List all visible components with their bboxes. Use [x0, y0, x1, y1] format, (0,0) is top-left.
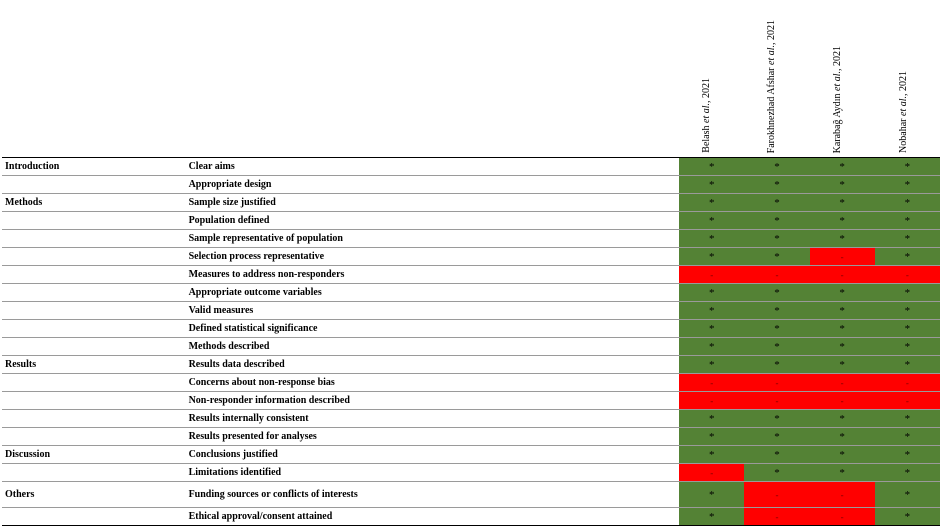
section-label: [2, 284, 184, 302]
rating-cell: -: [744, 392, 809, 410]
study-author: Belash: [701, 125, 712, 153]
rating-cell: -: [679, 464, 744, 482]
appraisal-table: [2, 157, 940, 526]
study-year: , 2021: [701, 78, 712, 104]
rating-cell: -: [744, 374, 809, 392]
rating-cell: *: [744, 338, 809, 356]
criterion-label: Results presented for analyses: [184, 428, 680, 446]
table-row: [2, 508, 940, 526]
rating-cell: *: [875, 464, 940, 482]
rating-cell: *: [679, 410, 744, 428]
rating-cell: *: [679, 194, 744, 212]
study-column-header: [764, 3, 784, 153]
table-row: [2, 338, 940, 356]
study-year: , 2021: [832, 45, 843, 71]
rating-cell: *: [810, 428, 875, 446]
rating-cell: *: [810, 320, 875, 338]
rating-cell: *: [810, 446, 875, 464]
criterion-label: Appropriate design: [184, 176, 680, 194]
table-row: [2, 392, 940, 410]
study-author: Karabağ Aydın: [832, 93, 843, 153]
rating-cell: *: [744, 464, 809, 482]
criterion-label: Ethical approval/consent attained: [184, 508, 680, 526]
rating-cell: *: [679, 284, 744, 302]
section-label: [2, 508, 184, 526]
table-row: [2, 248, 940, 266]
criterion-label: Defined statistical significance: [184, 320, 680, 338]
criterion-label: Results internally consistent: [184, 410, 680, 428]
criterion-label: Methods described: [184, 338, 680, 356]
section-label: [2, 248, 184, 266]
section-label: [2, 392, 184, 410]
rating-cell: *: [744, 230, 809, 248]
rating-cell: *: [744, 428, 809, 446]
rating-cell: *: [744, 446, 809, 464]
study-author: Farokhnezhad Afshar: [766, 67, 777, 153]
rating-cell: *: [810, 338, 875, 356]
section-label: Methods: [2, 194, 184, 212]
study-author: Nobahar: [898, 118, 909, 153]
rating-cell: *: [679, 446, 744, 464]
study-year: , 2021: [898, 71, 909, 97]
rating-cell: *: [875, 338, 940, 356]
section-label: [2, 428, 184, 446]
section-label: Discussion: [2, 446, 184, 464]
section-label: Results: [2, 356, 184, 374]
rating-cell: *: [875, 176, 940, 194]
criterion-label: Concerns about non-response bias: [184, 374, 680, 392]
table-row: [2, 230, 940, 248]
rating-cell: -: [875, 266, 940, 284]
rating-cell: *: [679, 230, 744, 248]
section-label: [2, 338, 184, 356]
table-row: [2, 410, 940, 428]
rating-cell: *: [679, 338, 744, 356]
rating-cell: *: [810, 284, 875, 302]
rating-cell: -: [810, 482, 875, 508]
rating-cell: -: [744, 508, 809, 526]
rating-cell: -: [810, 374, 875, 392]
rating-cell: *: [810, 212, 875, 230]
table-row: [2, 266, 940, 284]
study-column-header: [830, 3, 850, 153]
rating-cell: *: [744, 302, 809, 320]
rating-cell: *: [810, 158, 875, 176]
rating-cell: *: [744, 158, 809, 176]
criterion-label: Funding sources or conflicts of interests: [184, 482, 680, 508]
rating-cell: *: [679, 482, 744, 508]
study-etal: et al.: [701, 103, 712, 124]
section-label: [2, 464, 184, 482]
criterion-label: Sample representative of population: [184, 230, 680, 248]
criterion-label: Limitations identified: [184, 464, 680, 482]
section-label: [2, 302, 184, 320]
rating-cell: -: [875, 374, 940, 392]
rating-cell: *: [744, 284, 809, 302]
rating-cell: *: [744, 194, 809, 212]
rating-cell: *: [810, 302, 875, 320]
section-label: Introduction: [2, 158, 184, 176]
table-row: [2, 302, 940, 320]
study-etal: et al.: [832, 70, 843, 91]
rating-cell: *: [810, 176, 875, 194]
study-column-header: [699, 3, 719, 153]
section-label: [2, 230, 184, 248]
rating-cell: -: [875, 392, 940, 410]
table-row: [2, 446, 940, 464]
rating-cell: *: [679, 212, 744, 230]
criterion-label: Results data described: [184, 356, 680, 374]
rating-cell: *: [744, 410, 809, 428]
study-etal: et al.: [898, 96, 909, 117]
rating-cell: *: [875, 194, 940, 212]
rating-cell: -: [810, 392, 875, 410]
rating-cell: *: [679, 508, 744, 526]
rating-cell: *: [744, 176, 809, 194]
rating-cell: *: [744, 356, 809, 374]
rating-cell: *: [679, 428, 744, 446]
table-row: [2, 374, 940, 392]
study-year: , 2021: [766, 19, 777, 45]
rating-cell: *: [875, 284, 940, 302]
section-label: [2, 410, 184, 428]
rating-cell: *: [679, 158, 744, 176]
rating-cell: *: [875, 320, 940, 338]
rating-cell: -: [679, 266, 744, 284]
table-row: [2, 158, 940, 176]
rating-cell: *: [875, 446, 940, 464]
criterion-label: Clear aims: [184, 158, 680, 176]
rating-cell: *: [679, 176, 744, 194]
criterion-label: Measures to address non-responders: [184, 266, 680, 284]
rating-cell: *: [875, 508, 940, 526]
rating-cell: -: [679, 374, 744, 392]
criterion-label: Appropriate outcome variables: [184, 284, 680, 302]
section-label: [2, 320, 184, 338]
table-row: [2, 482, 940, 508]
rating-cell: *: [875, 410, 940, 428]
rating-cell: *: [875, 482, 940, 508]
criterion-label: Valid measures: [184, 302, 680, 320]
rating-cell: *: [875, 428, 940, 446]
criterion-label: Non-responder information described: [184, 392, 680, 410]
rating-cell: *: [679, 248, 744, 266]
criterion-label: Conclusions justified: [184, 446, 680, 464]
table-row: [2, 428, 940, 446]
rating-cell: -: [744, 266, 809, 284]
study-column-header: [896, 3, 916, 153]
rating-cell: *: [875, 248, 940, 266]
section-label: Others: [2, 482, 184, 508]
rating-cell: *: [810, 410, 875, 428]
table-row: [2, 176, 940, 194]
table-row: [2, 320, 940, 338]
section-label: [2, 374, 184, 392]
rating-cell: -: [810, 508, 875, 526]
table-row: [2, 212, 940, 230]
rating-cell: *: [679, 302, 744, 320]
rating-cell: -: [744, 482, 809, 508]
criterion-label: Population defined: [184, 212, 680, 230]
criterion-label: Sample size justified: [184, 194, 680, 212]
column-headers: [0, 0, 940, 157]
table-row: [2, 194, 940, 212]
rating-cell: *: [744, 320, 809, 338]
rating-cell: *: [875, 158, 940, 176]
section-label: [2, 266, 184, 284]
rating-cell: *: [875, 302, 940, 320]
rating-cell: *: [679, 356, 744, 374]
rating-cell: -: [679, 392, 744, 410]
criterion-label: Selection process representative: [184, 248, 680, 266]
rating-cell: *: [810, 194, 875, 212]
rating-cell: -: [810, 248, 875, 266]
table-row: [2, 284, 940, 302]
section-label: [2, 212, 184, 230]
rating-cell: *: [744, 248, 809, 266]
rating-cell: *: [875, 212, 940, 230]
section-label: [2, 176, 184, 194]
rating-cell: *: [810, 230, 875, 248]
table-row: [2, 356, 940, 374]
rating-cell: -: [810, 266, 875, 284]
rating-cell: *: [744, 212, 809, 230]
rating-cell: *: [875, 356, 940, 374]
rating-cell: *: [875, 230, 940, 248]
rating-cell: *: [679, 320, 744, 338]
rating-cell: *: [810, 356, 875, 374]
rating-cell: *: [810, 464, 875, 482]
study-etal: et al.: [766, 44, 777, 65]
table-row: [2, 464, 940, 482]
